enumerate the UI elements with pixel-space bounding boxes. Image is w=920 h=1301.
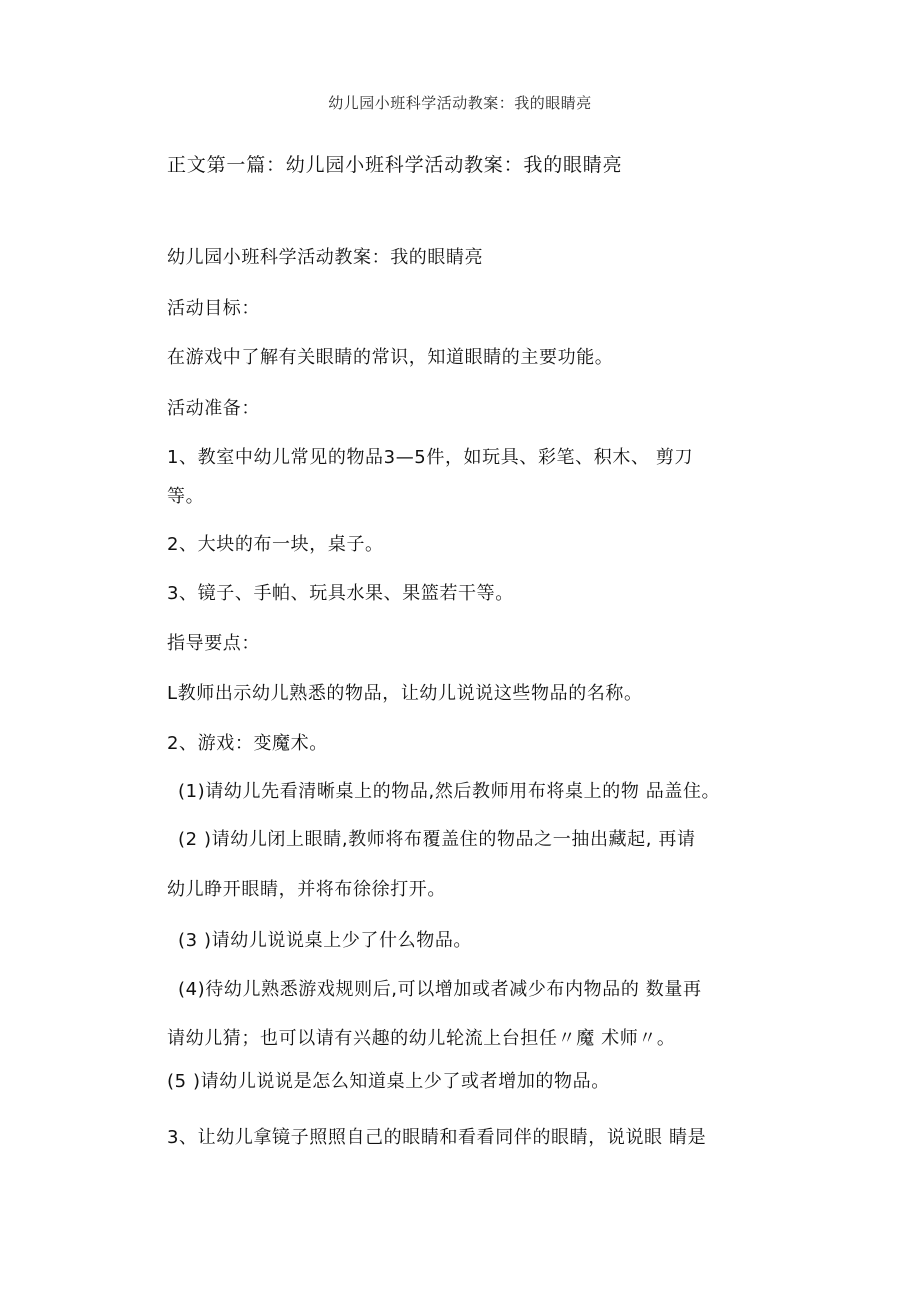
guide-label: 指导要点： <box>167 633 260 654</box>
game-step-2: (2 )请幼儿闭上眼睛,教师将布覆盖住的物品之一抽出藏起, 再请 <box>178 829 696 850</box>
goal-text: 在游戏中了解有关眼睛的常识，知道眼睛的主要功能。 <box>167 347 614 368</box>
game-step-2-cont: 幼儿睁开眼睛，并将布徐徐打开。 <box>167 879 446 900</box>
game-step-4: (4)待幼儿熟悉游戏规则后,可以增加或者减少布内物品的 数量再 <box>178 979 702 1000</box>
guide-item-3: 3、让幼儿拿镜子照照自己的眼睛和看看同伴的眼睛，说说眼 睛是 <box>167 1127 707 1148</box>
section-heading: 正文第一篇：幼儿园小班科学活动教案：我的眼睛亮 <box>167 154 623 176</box>
page-header-title: 幼儿园小班科学活动教案：我的眼睛亮 <box>328 94 592 112</box>
prep-item-1-cont: 等。 <box>167 486 205 507</box>
goal-label: 活动目标： <box>167 298 260 319</box>
guide-item-1: L教师出示幼儿熟悉的物品，让幼儿说说这些物品的名称。 <box>167 683 643 704</box>
game-step-5: (5 )请幼儿说说是怎么知道桌上少了或者增加的物品。 <box>167 1071 610 1092</box>
prep-item-2: 2、大块的布一块，桌子。 <box>167 534 384 555</box>
prep-label: 活动准备： <box>167 398 260 419</box>
game-step-1: (1)请幼儿先看清晰桌上的物品,然后教师用布将桌上的物 品盖住。 <box>178 781 721 802</box>
lesson-title: 幼儿园小班科学活动教案：我的眼睛亮 <box>167 247 484 268</box>
game-step-4-cont: 请幼儿猜；也可以请有兴趣的幼儿轮流上台担任〃魔 术师〃。 <box>167 1028 676 1049</box>
prep-item-1: 1、教室中幼儿常见的物品3—5件，如玩具、彩笔、积木、 剪刀 <box>167 447 694 468</box>
guide-item-2: 2、游戏：变魔术。 <box>167 733 328 754</box>
prep-item-3: 3、镜子、手帕、玩具水果、果篮若干等。 <box>167 583 514 604</box>
game-step-3: (3 )请幼儿说说桌上少了什么物品。 <box>178 930 473 951</box>
